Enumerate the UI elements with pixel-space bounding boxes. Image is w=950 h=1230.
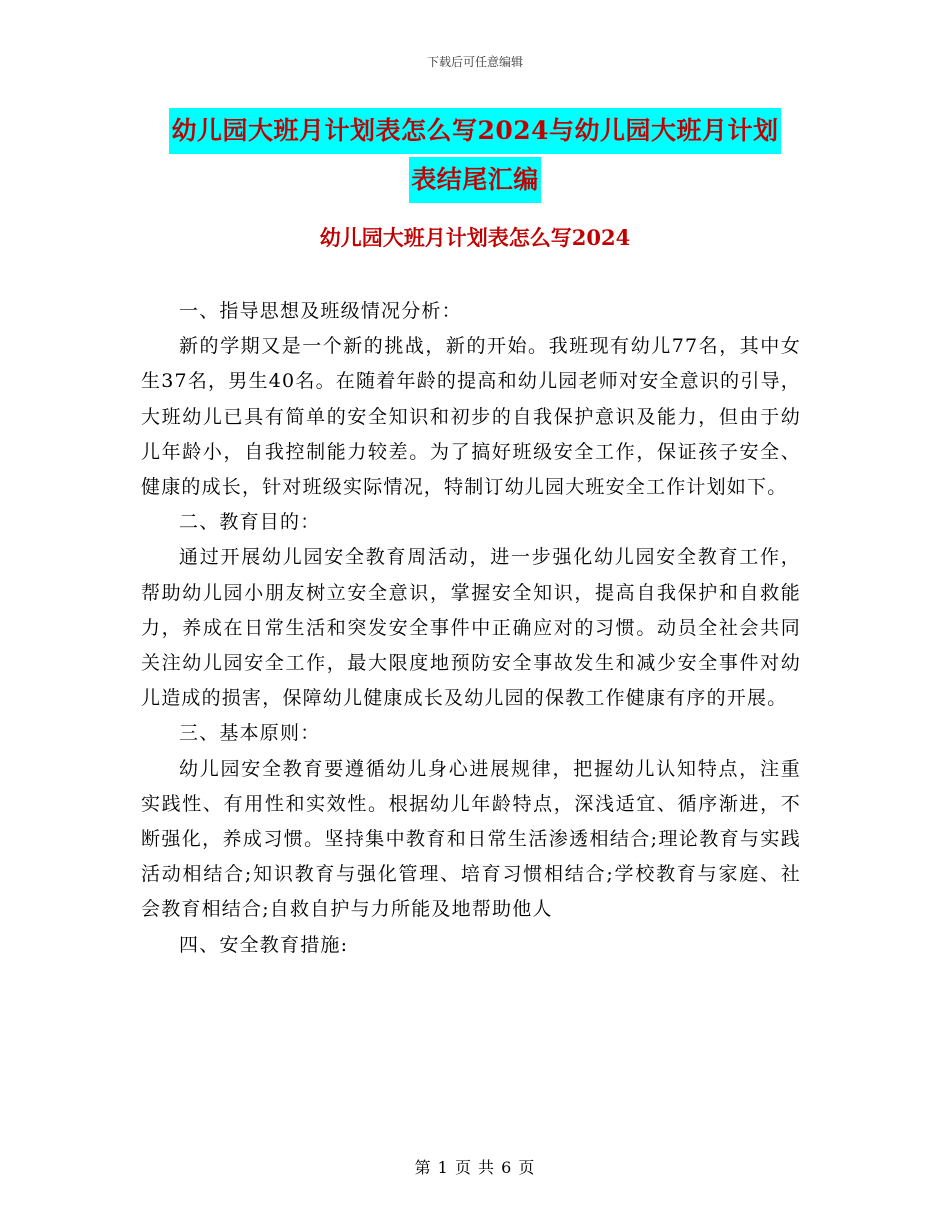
heading-education-purpose: 二、教育目的：: [179, 511, 321, 534]
title-line-1: 幼儿园大班月计划表怎么写2024与幼儿园大班月计划: [169, 108, 780, 154]
section-title: 幼儿园大班月计划表怎么写2024: [319, 225, 631, 250]
heading-safety-measures: 四、安全教育措施:: [179, 933, 349, 956]
title-line-2: 表结尾汇编: [409, 157, 541, 203]
paragraph-class-analysis: 新的学期又是一个新的挑战，新的开始。我班现有幼儿77名，其中女生37名，男生40名。在随着年龄的提高和幼儿园老师对安全意识的引导，大班幼儿已具有简单的安全知识和初步的自我保护意识及能力，但由于幼儿年龄小，自我控制能力较差。为了搞好班级安全工作，保证孩子安全、健康的成长，针对班级实际情况，特制订幼儿园大班安全工作计划如下。: [141, 335, 801, 499]
document-body: [141, 294, 801, 963]
paragraph-education-purpose: 通过开展幼儿园安全教育周活动，进一步强化幼儿园安全教育工作，帮助幼儿园小朋友树立安全意识，掌握安全知识，提高自我保护和自救能力，养成在日常生活和突发安全事件中正确应对的习惯。动员全社会共同关注幼儿园安全工作，最大限度地预防安全事故发生和减少安全事件对幼儿造成的损害，保障幼儿健康成长及幼儿园的保教工作健康有序的开展。: [141, 546, 801, 710]
heading-guiding-ideology: 一、指导思想及班级情况分析：: [179, 300, 462, 322]
heading-basic-principles: 三、基本原则：: [179, 722, 321, 745]
document-title: [0, 108, 950, 206]
header-note: 下载后可任意编辑: [426, 55, 523, 69]
paragraph-basic-principles: 幼儿园安全教育要遵循幼儿身心进展规律，把握幼儿认知特点，注重实践性、有用性和实效性。根据幼儿年龄特点，深浅适宜、循序渐进，不断强化，养成习惯。坚持集中教育和日常生活渗透相结合;理论教育与实践活动相结合;知识教育与强化管理、培育习惯相结合;学校教育与家庭、社会教育相结合;自救自护与力所能及地帮助他人: [141, 757, 801, 921]
page-footer: 第 1 页 共 6 页: [414, 1158, 536, 1177]
